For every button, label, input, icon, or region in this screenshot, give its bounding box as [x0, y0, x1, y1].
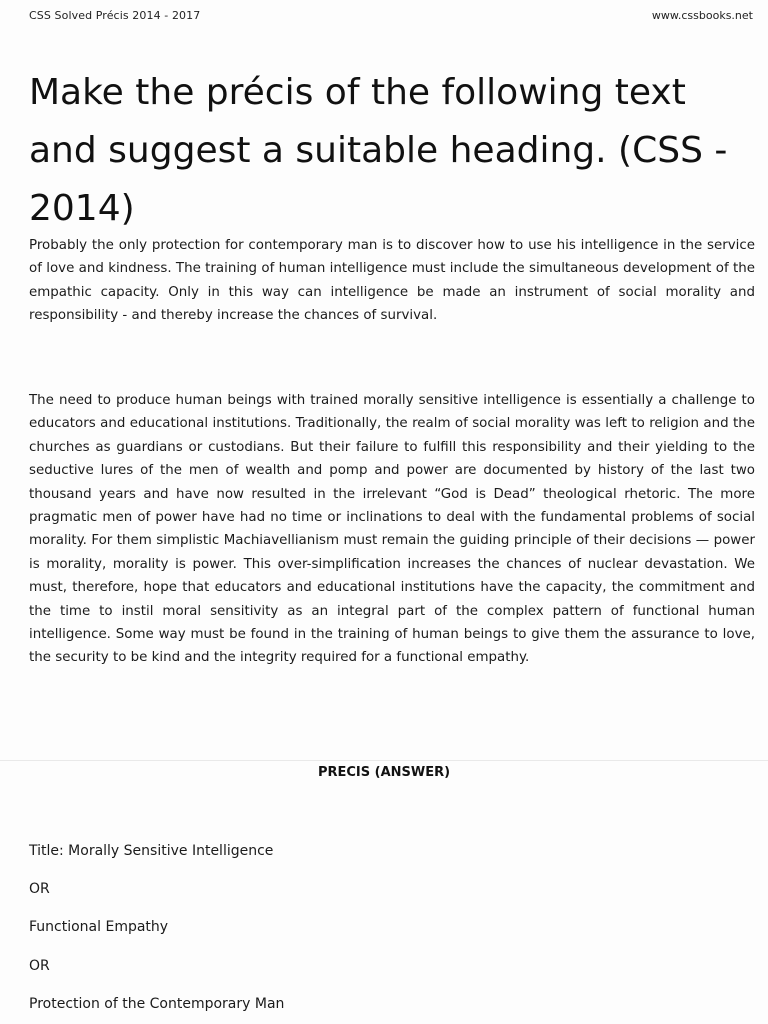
- section-divider: [0, 760, 768, 761]
- answer-alternative-title: Protection of the Contemporary Man: [29, 996, 285, 1012]
- answer-or-separator: OR: [29, 881, 50, 897]
- passage-paragraph-1: Probably the only protection for contemporary man is to discover how to use his intelligence in the service of love and kindness. The training of human intelligence must include the simultaneous development of the empathic capacity. Only in this way can intelligence be made an instrument of social morality and responsibility - and thereby increase the chances of survival.: [29, 238, 755, 324]
- passage-paragraph-2: The need to produce human beings with trained morally sensitive intelligence is essentially a challenge to educators and educational institutions. Traditionally, the realm of social morality was left to religion and the churches as guardians or custodians. But their failure to fulfill this responsibility and their yielding to the seductive lures of the men of wealth and pomp and power are documented by history of the last two thousand years and have now resulted in the irrelevant “God is Dead” theological rhetoric. The more pragmatic men of power have had no time or inclinations to deal with the fundamental problems of social morality. For them simplistic Machiavellianism must remain the guiding principle of their decisions — power is morality, morality is power. This over-simplification increases the chances of nuclear devastation. We must, therefore, hope that educators and educational institutions have the capacity, the commitment and the time to instil moral sensitivity as an integral part of the complex pattern of functional human intelligence. Some way must be found in the training of human beings to give them the assurance to love, the security to be kind and the integrity required for a functional empathy.: [29, 393, 755, 666]
- header-website: www.cssbooks.net: [651, 9, 753, 22]
- answer-or-separator: OR: [29, 958, 50, 974]
- question-heading: Make the précis of the following text and suggest a suitable heading. (CSS - 2014): [29, 72, 728, 229]
- answer-title-line: Title: Morally Sensitive Intelligence: [29, 843, 274, 859]
- header-book-title: CSS Solved Précis 2014 - 2017: [29, 9, 201, 22]
- answer-alternative-title: Functional Empathy: [29, 919, 169, 935]
- answer-heading: PRECIS (ANSWER): [317, 765, 451, 780]
